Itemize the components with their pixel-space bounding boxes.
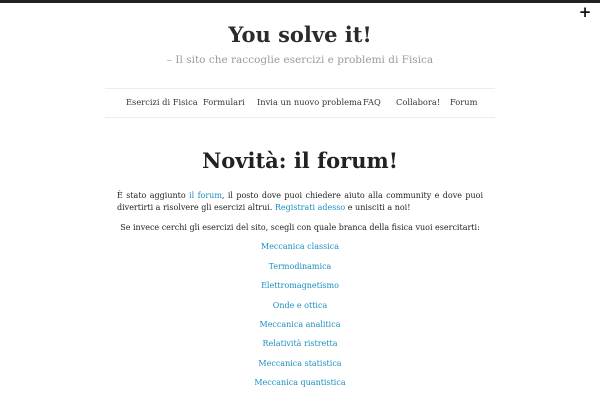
nav-item-esercizi[interactable]: Esercizi di Fisica — [126, 97, 198, 107]
branch-link-meccanica-analitica — [0, 320, 600, 329]
top-bar — [0, 0, 600, 3]
branch-link[interactable]: Meccanica statistica — [258, 359, 342, 368]
nav-item-faq[interactable]: FAQ — [363, 97, 381, 107]
nav-item-formulari[interactable]: Formulari — [203, 97, 245, 107]
nav-item-invia-problema[interactable]: Invia un nuovo problema — [257, 97, 362, 107]
branch-link-relativita-ristretta — [0, 339, 600, 348]
branch-link-meccanica-classica — [0, 242, 600, 251]
branch-link-termodinamica — [0, 262, 600, 271]
branch-link[interactable]: Onde e ottica — [272, 301, 328, 310]
branch-link[interactable]: Meccanica classica — [261, 242, 339, 251]
forum-link[interactable]: il forum — [189, 191, 222, 200]
branch-link-meccanica-quantistica — [0, 378, 600, 387]
branch-link[interactable]: Meccanica quantistica — [254, 378, 346, 387]
branch-link[interactable]: Meccanica analitica — [259, 320, 341, 329]
site-title[interactable]: You solve it! — [228, 22, 372, 47]
branch-link-onde-ottica — [0, 301, 600, 310]
intro-text-3: e unisciti a noi! — [345, 203, 411, 212]
plus-icon[interactable]: + — [578, 3, 592, 21]
branch-intro-text: Se invece cerchi gli esercizi del sito, scegli con quale branca della fisica vuoi esercitarti: — [120, 223, 480, 232]
main-navigation — [105, 88, 495, 118]
nav-item-collabora[interactable]: Collabora! — [396, 97, 441, 107]
branch-link[interactable]: Elettromagnetismo — [261, 281, 339, 290]
nav-item-forum[interactable]: Forum — [450, 97, 478, 107]
intro-paragraph — [117, 190, 483, 214]
site-tagline: – Il sito che raccoglie esercizi e problemi di Fisica — [166, 54, 434, 66]
branch-link[interactable]: Relatività ristretta — [262, 339, 338, 348]
register-link[interactable]: Registrati adesso — [274, 203, 346, 212]
intro-text-2: , il posto dove puoi chiedere aiuto alla community e dove puoi divertirti a risolvere gli esercizi altrui. — [117, 191, 484, 212]
page-title: Novità: il forum! — [202, 148, 398, 173]
branch-link[interactable]: Termodinamica — [268, 262, 332, 271]
branch-link-elettromagnetismo — [0, 281, 600, 290]
branch-link-meccanica-statistica — [0, 359, 600, 368]
intro-text-1: È stato aggiunto — [117, 191, 190, 200]
